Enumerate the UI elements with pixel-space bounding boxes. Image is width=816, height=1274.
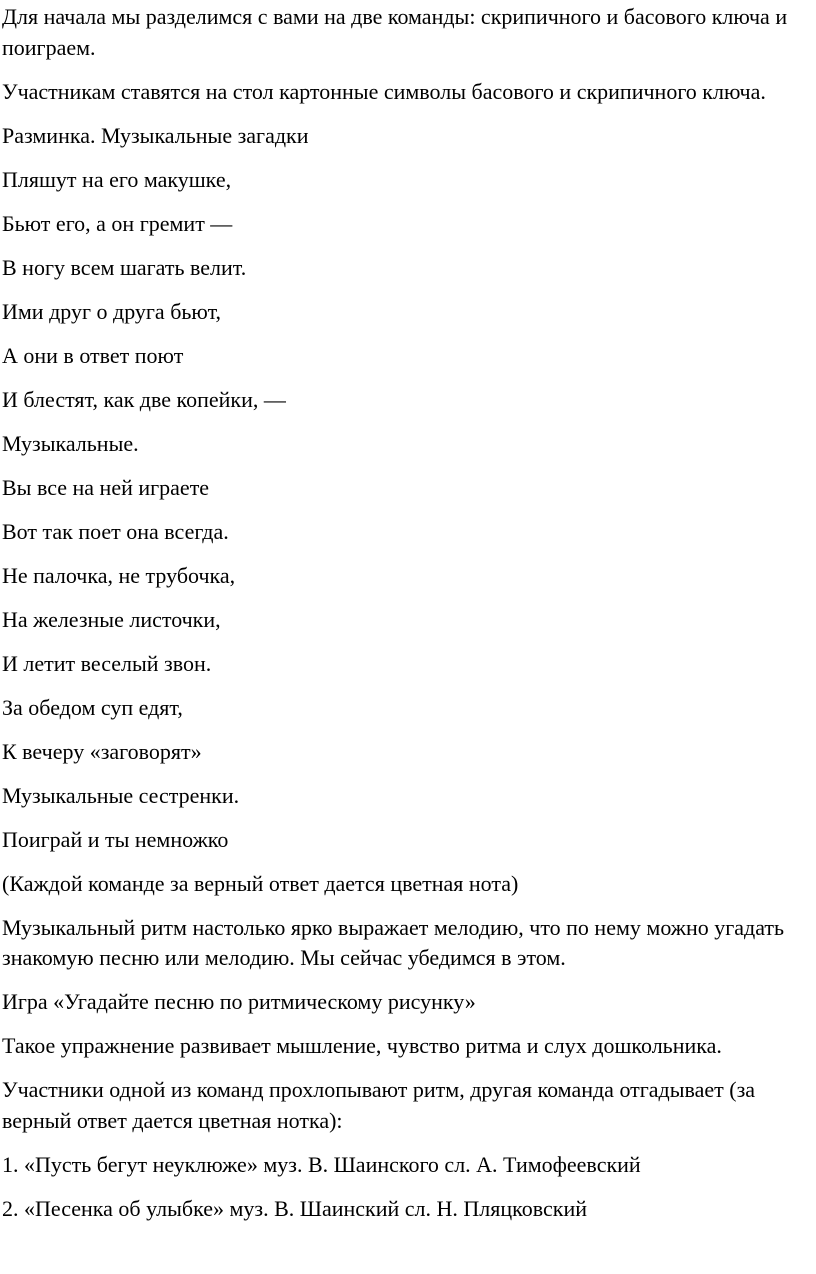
paragraph: Такое упражнение развивает мышление, чувство ритма и слух дошкольника. bbox=[2, 1033, 722, 1058]
riddle-line: На железные листочки, bbox=[2, 606, 221, 632]
riddle-line: А они в ответ поют bbox=[2, 342, 184, 368]
riddle-line: Музыкальные. bbox=[2, 430, 139, 456]
paragraph: Участники одной из команд прохлопывают ритм, другая команда отгадывает (за верный ответ дается цветная нотка): bbox=[2, 1077, 756, 1133]
riddle-line: И летит веселый звон. bbox=[2, 650, 212, 676]
riddle-line: Музыкальные сестренки. bbox=[2, 782, 240, 808]
paragraph: Участникам ставятся на стол картонные символы басового и скрипичного ключа. bbox=[2, 78, 766, 104]
riddle-line: Пляшут на его макушке, bbox=[2, 166, 232, 192]
paragraph: Для начала мы разделимся с вами на две команды: скрипичного и басового ключа и поиграем. bbox=[2, 4, 788, 60]
section-heading: Разминка. Музыкальные загадки bbox=[2, 122, 309, 148]
section-heading: Игра «Угадайте песню по ритмическому рисунку» bbox=[2, 989, 476, 1014]
riddle-line: За обедом суп едят, bbox=[2, 694, 183, 720]
riddle-line: И блестят, как две копейки, — bbox=[2, 386, 286, 412]
riddle-line: В ногу всем шагать велит. bbox=[2, 254, 247, 280]
paragraph: (Каждой команде за верный ответ дается цветная нота) bbox=[2, 870, 519, 896]
paragraph: Музыкальный ритм настолько ярко выражает мелодию, что по нему можно угадать знакомую песню или мелодию. Мы сейчас убедимся в этом. bbox=[2, 914, 785, 970]
list-item: 2. «Песенка об улыбке» муз. В. Шаинский сл. Н. Пляцковский bbox=[2, 1195, 587, 1221]
riddle-line: Вы все на ней играете bbox=[2, 474, 210, 500]
riddle-line: К вечеру «заговорят» bbox=[2, 738, 202, 764]
riddle-line: Бьют его, а он гремит — bbox=[2, 210, 233, 236]
riddle-line: Вот так поет она всегда. bbox=[2, 518, 229, 544]
riddle-line: Поиграй и ты немножко bbox=[2, 826, 229, 852]
list-item: 1. «Пусть бегут неуклюже» муз. В. Шаинского сл. А. Тимофеевский bbox=[2, 1151, 641, 1177]
riddle-line: Не палочка, не трубочка, bbox=[2, 562, 236, 588]
riddle-line: Ими друг о друга бьют, bbox=[2, 298, 222, 324]
